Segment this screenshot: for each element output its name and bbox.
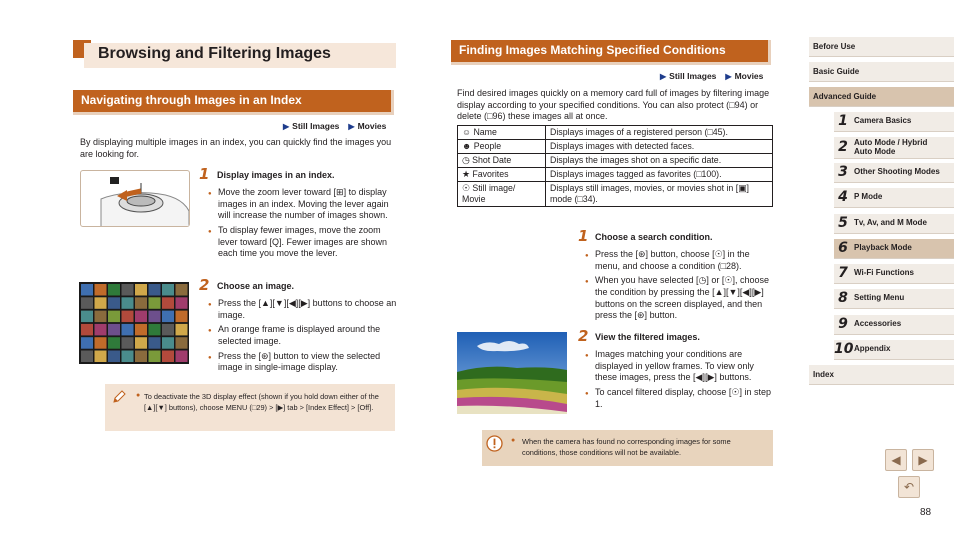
thumbnail [176,324,188,336]
main-title-box [73,40,396,68]
nav-before-use[interactable]: Before Use [809,37,954,57]
description-cell: Displays the images shot on a specific date. [546,153,773,167]
thumbnail [122,297,134,309]
thumbnail [81,324,93,336]
thumbnail [149,337,161,349]
thumbnail [108,297,120,309]
thumbnail [95,311,107,323]
face-icon: ☺ [462,127,471,137]
nav-camera-basics[interactable]: 1 Camera Basics [834,112,954,132]
bullet-item: ● An orange frame is displayed around the selected image. [208,324,400,347]
thumbnail [122,337,134,349]
mode-tags-right [660,71,763,82]
search-condition-table [457,125,773,207]
previous-page-button[interactable] [885,449,907,471]
table-row [458,153,773,167]
table-row [458,139,773,153]
thumbnail [149,284,161,296]
step-2-number-right: 2 [578,327,589,345]
thumbnail [176,284,188,296]
thumbnail [108,351,120,363]
thumbnail [122,351,134,363]
bullet-item: ● When you have selected [◷] or [☉], choose the condition by pressing the [▲][▼][◀][▶] buttons on the screen displayed, and then press the [⊛] button. [585,275,775,322]
bullet-item: ● Press the [⊛] button to view the selected image in single-image display. [208,351,400,374]
table-row [458,181,773,206]
chevron-left-icon: ◀ [891,452,901,467]
thumbnail [108,284,120,296]
section-heading-text: Finding Images Matching Specified Conditions [459,43,726,57]
step-2-bullets-left [208,298,400,377]
step-2-title-left: Choose an image. [217,281,295,291]
arrow-icon: ▶ [283,122,290,131]
arrow-icon: ▶ [348,122,355,131]
clock-icon: ◷ [462,154,470,165]
thumbnail [81,297,93,309]
section-heading-index [73,90,391,112]
nav-tv-av-m-mode[interactable]: 5 Tv, Av, and M Mode [834,214,954,234]
condition-cell: ★ Favorites [458,167,546,181]
intro-text-right: Find desired images quickly on a memory card full of images by filtering image display according to your specified conditions. You can also protect (□94) or delete (□96) these images all at once. [457,88,770,122]
thumbnail [108,324,120,336]
thumbnail [122,284,134,296]
thumbnail [135,351,147,363]
bullet-item: ● To cancel filtered display, choose [☉] in step 1. [585,387,775,410]
thumbnail [162,284,174,296]
filtered-landscape-photo [457,332,567,414]
thumbnail [149,324,161,336]
bullet-item: ● Press the [▲][▼][◀][▶] buttons to choose an image. [208,298,400,321]
camera-zoom-lever-illustration [80,170,190,227]
thumbnail [95,351,107,363]
thumbnail [95,337,107,349]
note-bullet-icon: ● [136,392,141,399]
description-cell: Displays images tagged as favorites (□100). [546,167,773,181]
thumbnail [162,311,174,323]
thumbnail [95,284,107,296]
condition-cell: ☉ Still image/ Movie [458,181,546,206]
step-2-title-right: View the filtered images. [595,332,700,342]
thumbnail [95,324,107,336]
index-grid-image [79,282,189,364]
nav-appendix[interactable]: 10 Appendix [834,340,954,360]
caution-icon [486,435,503,452]
tag-still-images: ▶ Still Images [660,71,717,81]
thumbnail [176,311,188,323]
nav-wifi-functions[interactable]: 7 Wi-Fi Functions [834,264,954,284]
page-number: 88 [920,507,932,518]
star-icon: ★ [462,168,470,179]
condition-cell: ☺ Name [458,126,546,140]
mode-tags-left [283,121,386,132]
thumbnail [149,297,161,309]
chevron-right-icon: ▶ [918,452,928,467]
thumbnail [95,297,107,309]
thumbnail [135,311,147,323]
next-page-button[interactable] [912,449,934,471]
step-1-number-left: 1 [199,165,210,183]
nav-playback-mode[interactable]: 6 Playback Mode [834,239,954,259]
thumbnail [122,324,134,336]
pencil-icon [111,389,127,405]
note-box-left [105,384,395,431]
step-1-title-right: Choose a search condition. [595,232,713,242]
condition-cell: ◷ Shot Date [458,153,546,167]
nav-accessories[interactable]: 9 Accessories [834,315,954,335]
thumbnail [122,311,134,323]
bullet-item: ● Press the [⊛] button, choose [☉] in the menu, and choose a condition (□28). [585,249,775,272]
thumbnail [135,297,147,309]
thumbnail [162,297,174,309]
thumbnail [162,337,174,349]
thumbnail [135,284,147,296]
step-1-title-left: Display images in an index. [217,170,335,180]
table-row [458,167,773,181]
thumbnail [108,311,120,323]
thumbnail [176,351,188,363]
nav-other-shooting-modes[interactable]: 3 Other Shooting Modes [834,163,954,183]
caution-box-right [482,430,773,466]
table-row [458,126,773,140]
thumbnail [162,324,174,336]
thumbnail [135,324,147,336]
tag-still-images: ▶ Still Images [283,121,340,131]
step-2-number-left: 2 [199,276,210,294]
nav-index[interactable]: Index [809,365,954,385]
thumbnail [108,337,120,349]
intro-text-left: By displaying multiple images in an index, you can quickly find the images you are looking for. [80,137,392,159]
nav-setting-menu[interactable]: 8 Setting Menu [834,289,954,309]
thumbnail [81,311,93,323]
description-cell: Displays images with detected faces. [546,139,773,153]
section-heading-text: Navigating through Images in an Index [81,93,302,107]
note-bullet-icon: ● [511,437,516,444]
bullet-item: ● Images matching your conditions are displayed in yellow frames. To view only these images, press the [◀][▶] buttons. [585,349,775,384]
tag-movies: ▶ Movies [348,121,387,131]
nav-p-mode[interactable]: 4 P Mode [834,188,954,208]
arrow-icon: ▶ [660,72,667,81]
nav-advanced-guide[interactable]: Advanced Guide [809,87,954,107]
return-button[interactable] [898,476,920,498]
step-1-bullets-left [208,187,398,263]
thumbnail [81,284,93,296]
bullet-item: ● To display fewer images, move the zoom lever toward [Q]. Fewer images are shown each time you move the lever. [208,225,398,260]
thumbnail [81,337,93,349]
caution-text: When the camera has found no corresponding images for some conditions, those conditions will not be available. [522,437,731,458]
page-title: Browsing and Filtering Images [98,45,331,62]
step-1-number-right: 1 [578,227,589,245]
description-cell: Displays still images, movies, or movies shot in [▣] mode (□34). [546,181,773,206]
step-1-bullets-right [585,249,775,325]
thumbnail [81,351,93,363]
thumbnail [162,351,174,363]
thumbnail [149,311,161,323]
section-heading-finding [451,40,768,62]
nav-basic-guide[interactable]: Basic Guide [809,62,954,82]
arrow-icon: ▶ [725,72,732,81]
note-text-left: To deactivate the 3D display effect (shown if you hold down either of the [▲][▼] buttons), choose MENU (□29) > [▶] tab > [Index Effect] > [Off]. [144,392,379,413]
condition-cell: ☻ People [458,139,546,153]
thumbnail [176,337,188,349]
thumbnail [176,297,188,309]
still-movie-icon: ☉ [462,182,470,193]
tag-movies: ▶ Movies [725,71,764,81]
people-icon: ☻ [462,140,472,151]
thumbnail [135,337,147,349]
thumbnail [149,351,161,363]
step-2-bullets-right [585,349,775,413]
return-arrow-icon: ↶ [903,479,915,494]
description-cell: Displays images of a registered person (□45). [546,126,773,140]
nav-auto-mode[interactable]: 2 Auto Mode / Hybrid Auto Mode [834,137,954,159]
bullet-item: ● Move the zoom lever toward [⊞] to display images in an index. Moving the lever again will increase the number of images shown. [208,187,398,222]
